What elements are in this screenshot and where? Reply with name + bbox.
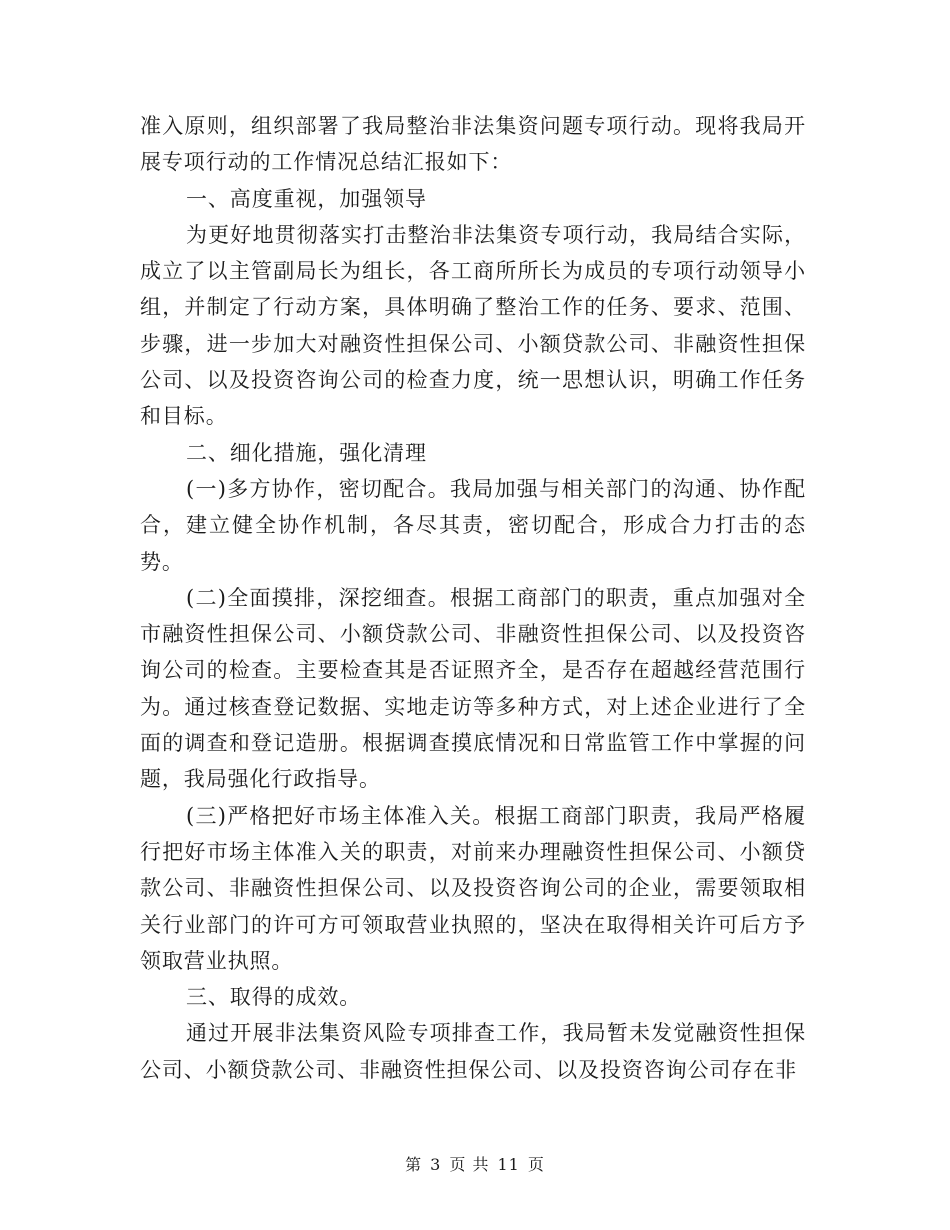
- heading-section-two: 二、细化措施，强化清理: [186, 440, 427, 465]
- heading-section-one: 一、高度重视，加强领导: [186, 186, 427, 211]
- heading-section-three: 三、取得的成效。: [186, 985, 362, 1010]
- footer-middle: 页 共: [449, 1155, 490, 1174]
- paragraph-measure-three: (三)严格把好市场主体准入关。根据工商部门职责，我局严格履行把好市场主体准入关的职责，对前来办理融资性担保公司、小额贷款公司、非融资性担保公司、以及投资咨询公司的企业，需要领取相关行业部门的许可方可领取营业执照的，坚决在取得相关许可后方予领取营业执照。: [140, 803, 806, 973]
- paragraph-section-three-body: 通过开展非法集资风险专项排查工作，我局暂未发觉融资性担保公司、小额贷款公司、非融资性担保公司、以及投资咨询公司存在非: [140, 1021, 806, 1082]
- footer-total-pages: 11: [497, 1155, 520, 1174]
- footer-current-page: 3: [430, 1155, 442, 1174]
- footer-prefix: 第: [405, 1155, 423, 1174]
- page-footer: [0, 1153, 950, 1177]
- paragraph-measure-one: (一)多方协作，密切配合。我局加强与相关部门的沟通、协作配合，建立健全协作机制，各尽其责，密切配合，形成合力打击的态势。: [140, 476, 806, 574]
- document-body: [140, 108, 806, 1088]
- paragraph-section-one-body: 为更好地贯彻落实打击整治非法集资专项行动，我局结合实际，成立了以主管副局长为组长，各工商所所长为成员的专项行动领导小组，并制定了行动方案，具体明确了整治工作的任务、要求、范围、步骤，进一步加大对融资性担保公司、小额贷款公司、非融资性担保公司、以及投资咨询公司的检查力度，统一思想认识，明确工作任务和目标。: [140, 222, 806, 429]
- footer-suffix: 页: [527, 1155, 545, 1174]
- paragraph-measure-two: (二)全面摸排，深挖细查。根据工商部门的职责，重点加强对全市融资性担保公司、小额贷款公司、非融资性担保公司、以及投资咨询公司的检查。主要检查其是否证照齐全，是否存在超越经营范围行为。通过核查登记数据、实地走访等多种方式，对上述企业进行了全面的调查和登记造册。根据调查摸底情况和日常监管工作中掌握的问题，我局强化行政指导。: [140, 585, 806, 792]
- paragraph-intro-continuation: 准入原则，组织部署了我局整治非法集资问题专项行动。现将我局开展专项行动的工作情况总结汇报如下：: [140, 114, 806, 175]
